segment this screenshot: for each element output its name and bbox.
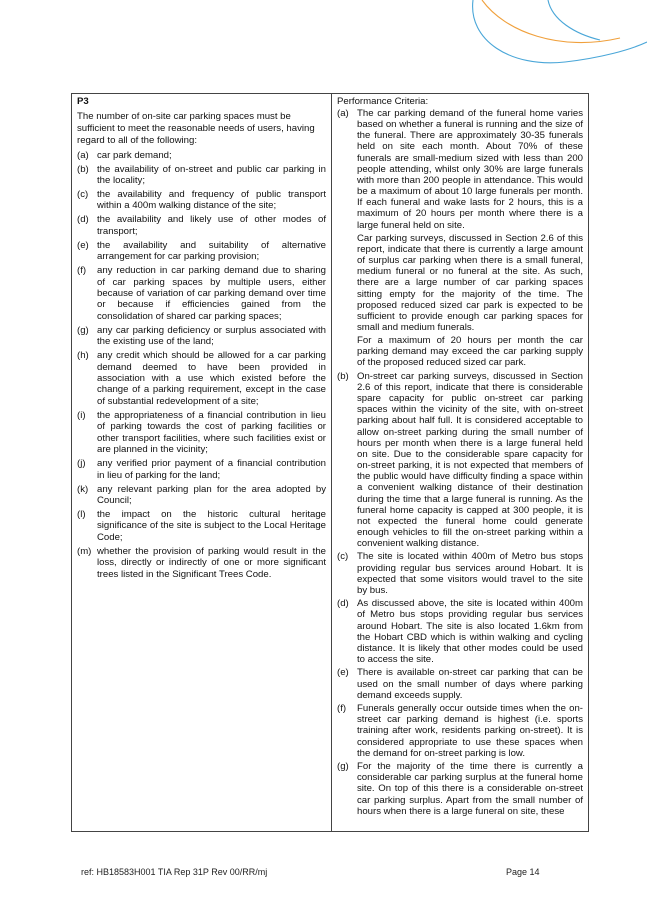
item-text: any verified prior payment of a financial contribution in lieu of parking for the land; [97,458,326,481]
list-item [77,458,326,481]
item-text: car park demand; [97,149,172,161]
item-label: (h) [77,350,89,362]
blue-arc-2 [548,0,600,40]
item-paragraph: For the majority of the time there is currently a considerable car parking surplus at the funeral home site. On top of this there is a considerable on-street car parking surplus. Apart from the small number of hours when there is a large funeral on site, these [357,761,583,817]
list-item [77,240,326,263]
item-text: any reduction in car parking demand due to sharing of car parking spaces by multiple users, either because of variation of car parking demand over time or because if efficiencies gained from the consolidation of shared car parking spaces; [97,265,326,322]
acceptable-solution-cell [72,94,332,832]
item-paragraph: Funerals generally occur outside times when the on-street car parking demand is highest (i.e. sports training after work, residents parking on-street). It is considered appropriate to use these spaces when the demand for on-street parking is low. [357,703,583,759]
item-label: (e) [337,667,349,679]
item-text: whether the provision of parking would result in the loss, directly or indirectly of one or more significant trees listed in the Significant Trees Code. [97,545,326,580]
list-item [77,509,326,543]
list-item [77,189,326,212]
footer-page-number: Page 14 [506,867,540,877]
list-item [337,551,583,596]
list-item [337,598,583,665]
list-item [337,108,583,369]
item-label: (k) [77,483,89,495]
item-label: (f) [77,265,87,277]
item-paragraph: On-street car parking surveys, discussed in Section 2.6 of this report, indicate that there is considerable spare capacity for public on-street car parking spaces within the vicinity of the site, with on-street parking about half full. It is considered acceptable to allow on-street parking during the small number of hours per month when there is a large funeral held on site. Due to the considerable spare capacity for on-street parking, it is not expected that members of the public would have difficulty finding a space within a convenient walking distance of their destination during the time that a large funeral is running. As the funeral home capacity is capped at 300 people, it is not expected the funeral home could generate enough vehicles to fill the on-street parking within a convenient walking distance. [357,370,583,550]
item-label: (d) [337,598,349,610]
list-item [337,371,583,550]
item-text: the availability and frequency of public transport within a 400m walking distance of the site; [97,189,326,212]
list-item [77,214,326,237]
item-paragraph: The site is located within 400m of Metro bus stops providing regular bus services around Hobart. It is expected that some visitors would travel to the site by bus. [357,551,583,596]
performance-criteria-cell [332,94,589,832]
item-paragraph: For a maximum of 20 hours per month the car parking demand may exceed the car parking supply of the proposed reduced sized car park. [357,335,583,369]
item-label: (e) [77,239,89,251]
orange-arc [482,0,620,43]
list-item [337,761,583,817]
list-item [77,350,326,407]
item-label: (c) [77,189,89,201]
list-item [77,150,326,161]
item-label: (m) [77,545,92,557]
item-label: (g) [77,324,89,336]
item-paragraph: Car parking surveys, discussed in Section 2.6 of this report, indicate that there is currently a large amount of surplus car parking when there is a small funeral, medium funeral or no funeral at the site. As such, there are a large number of car parking spaces sitting empty for the majority of the time. The proposed reduced sized car park is expected to be sufficient to provide enough car parking spaces for small and medium funerals. [357,232,583,333]
item-text: the appropriateness of a financial contribution in lieu of parking towards the cost of parking facilities or other transport facilities, where such facilities exist or are planned in the vicinity; [97,409,326,456]
footer-reference: ref: HB18583H001 TIA Rep 31P Rev 00/RR/mj [81,867,268,877]
list-item [77,484,326,507]
performance-criteria-heading: Performance Criteria: [337,96,429,107]
decorative-arcs [0,0,647,95]
blue-arc [473,0,647,63]
item-text: any credit which should be allowed for a car parking demand deemed to have been provided in association with a use which existed before the change of a parking requirement, except in the case of substantial redevelopment of a site; [97,350,326,407]
response-list [337,108,583,817]
item-text: the impact on the historic cultural heritage significance of the site is subject to the Local Heritage Code; [97,508,326,543]
item-text: the availability of on-street and public car parking in the locality; [97,163,326,187]
item-label: (f) [337,703,347,715]
item-paragraph: As discussed above, the site is located within 400m of Metro bus stops providing regular bus services around Hobart. The site is also located 1.6km from the Hobart CBD which is within walking and cycling distance. It is likely that other modes could be used to access the site. [357,598,583,666]
list-item [77,546,326,580]
item-label: (b) [337,370,349,382]
list-item [77,265,326,322]
item-label: (b) [77,163,89,175]
list-item [77,325,326,348]
criteria-table [71,93,589,832]
item-label: (c) [337,551,349,563]
item-label: (a) [337,108,349,119]
clause-list [77,150,326,580]
item-label: (j) [77,458,86,470]
list-item [77,164,326,187]
item-label: (d) [77,214,89,226]
list-item [337,667,583,700]
item-label: (g) [337,761,349,773]
item-paragraph: The car parking demand of the funeral home varies based on whether a funeral is running and the size of the funeral. There are approximately 30-35 funerals held on site each month. About 70% of these funerals are small-medium sized with less than 200 people attending, whilst only 30% are large funerals with more than 200 people in attendance. This would be a maximum of about 10 large funerals per month. If each funeral and wake lasts for 2 hours, this is a maximum of 20 hours per month where there is a large funeral held on site. [357,108,583,231]
list-item [77,410,326,456]
item-paragraph: There is available on-street car parking that can be used on the small number of days where parking demand exceeds supply. [357,667,583,701]
clause-intro: The number of on-site car parking spaces must be sufficient to meet the reasonable needs of users, having regard to all of the following: [77,111,315,147]
item-label: (l) [77,508,86,520]
item-label: (i) [77,409,86,421]
item-text: the availability and likely use of other modes of transport; [97,214,326,237]
list-item [337,703,583,759]
item-text: any relevant parking plan for the area adopted by Council; [97,483,326,506]
item-text: any car parking deficiency or surplus associated with the existing use of the land; [97,324,326,348]
item-text: the availability and suitability of alternative arrangement for car parking provision; [97,239,326,263]
clause-code: P3 [77,96,89,107]
item-label: (a) [77,149,89,161]
